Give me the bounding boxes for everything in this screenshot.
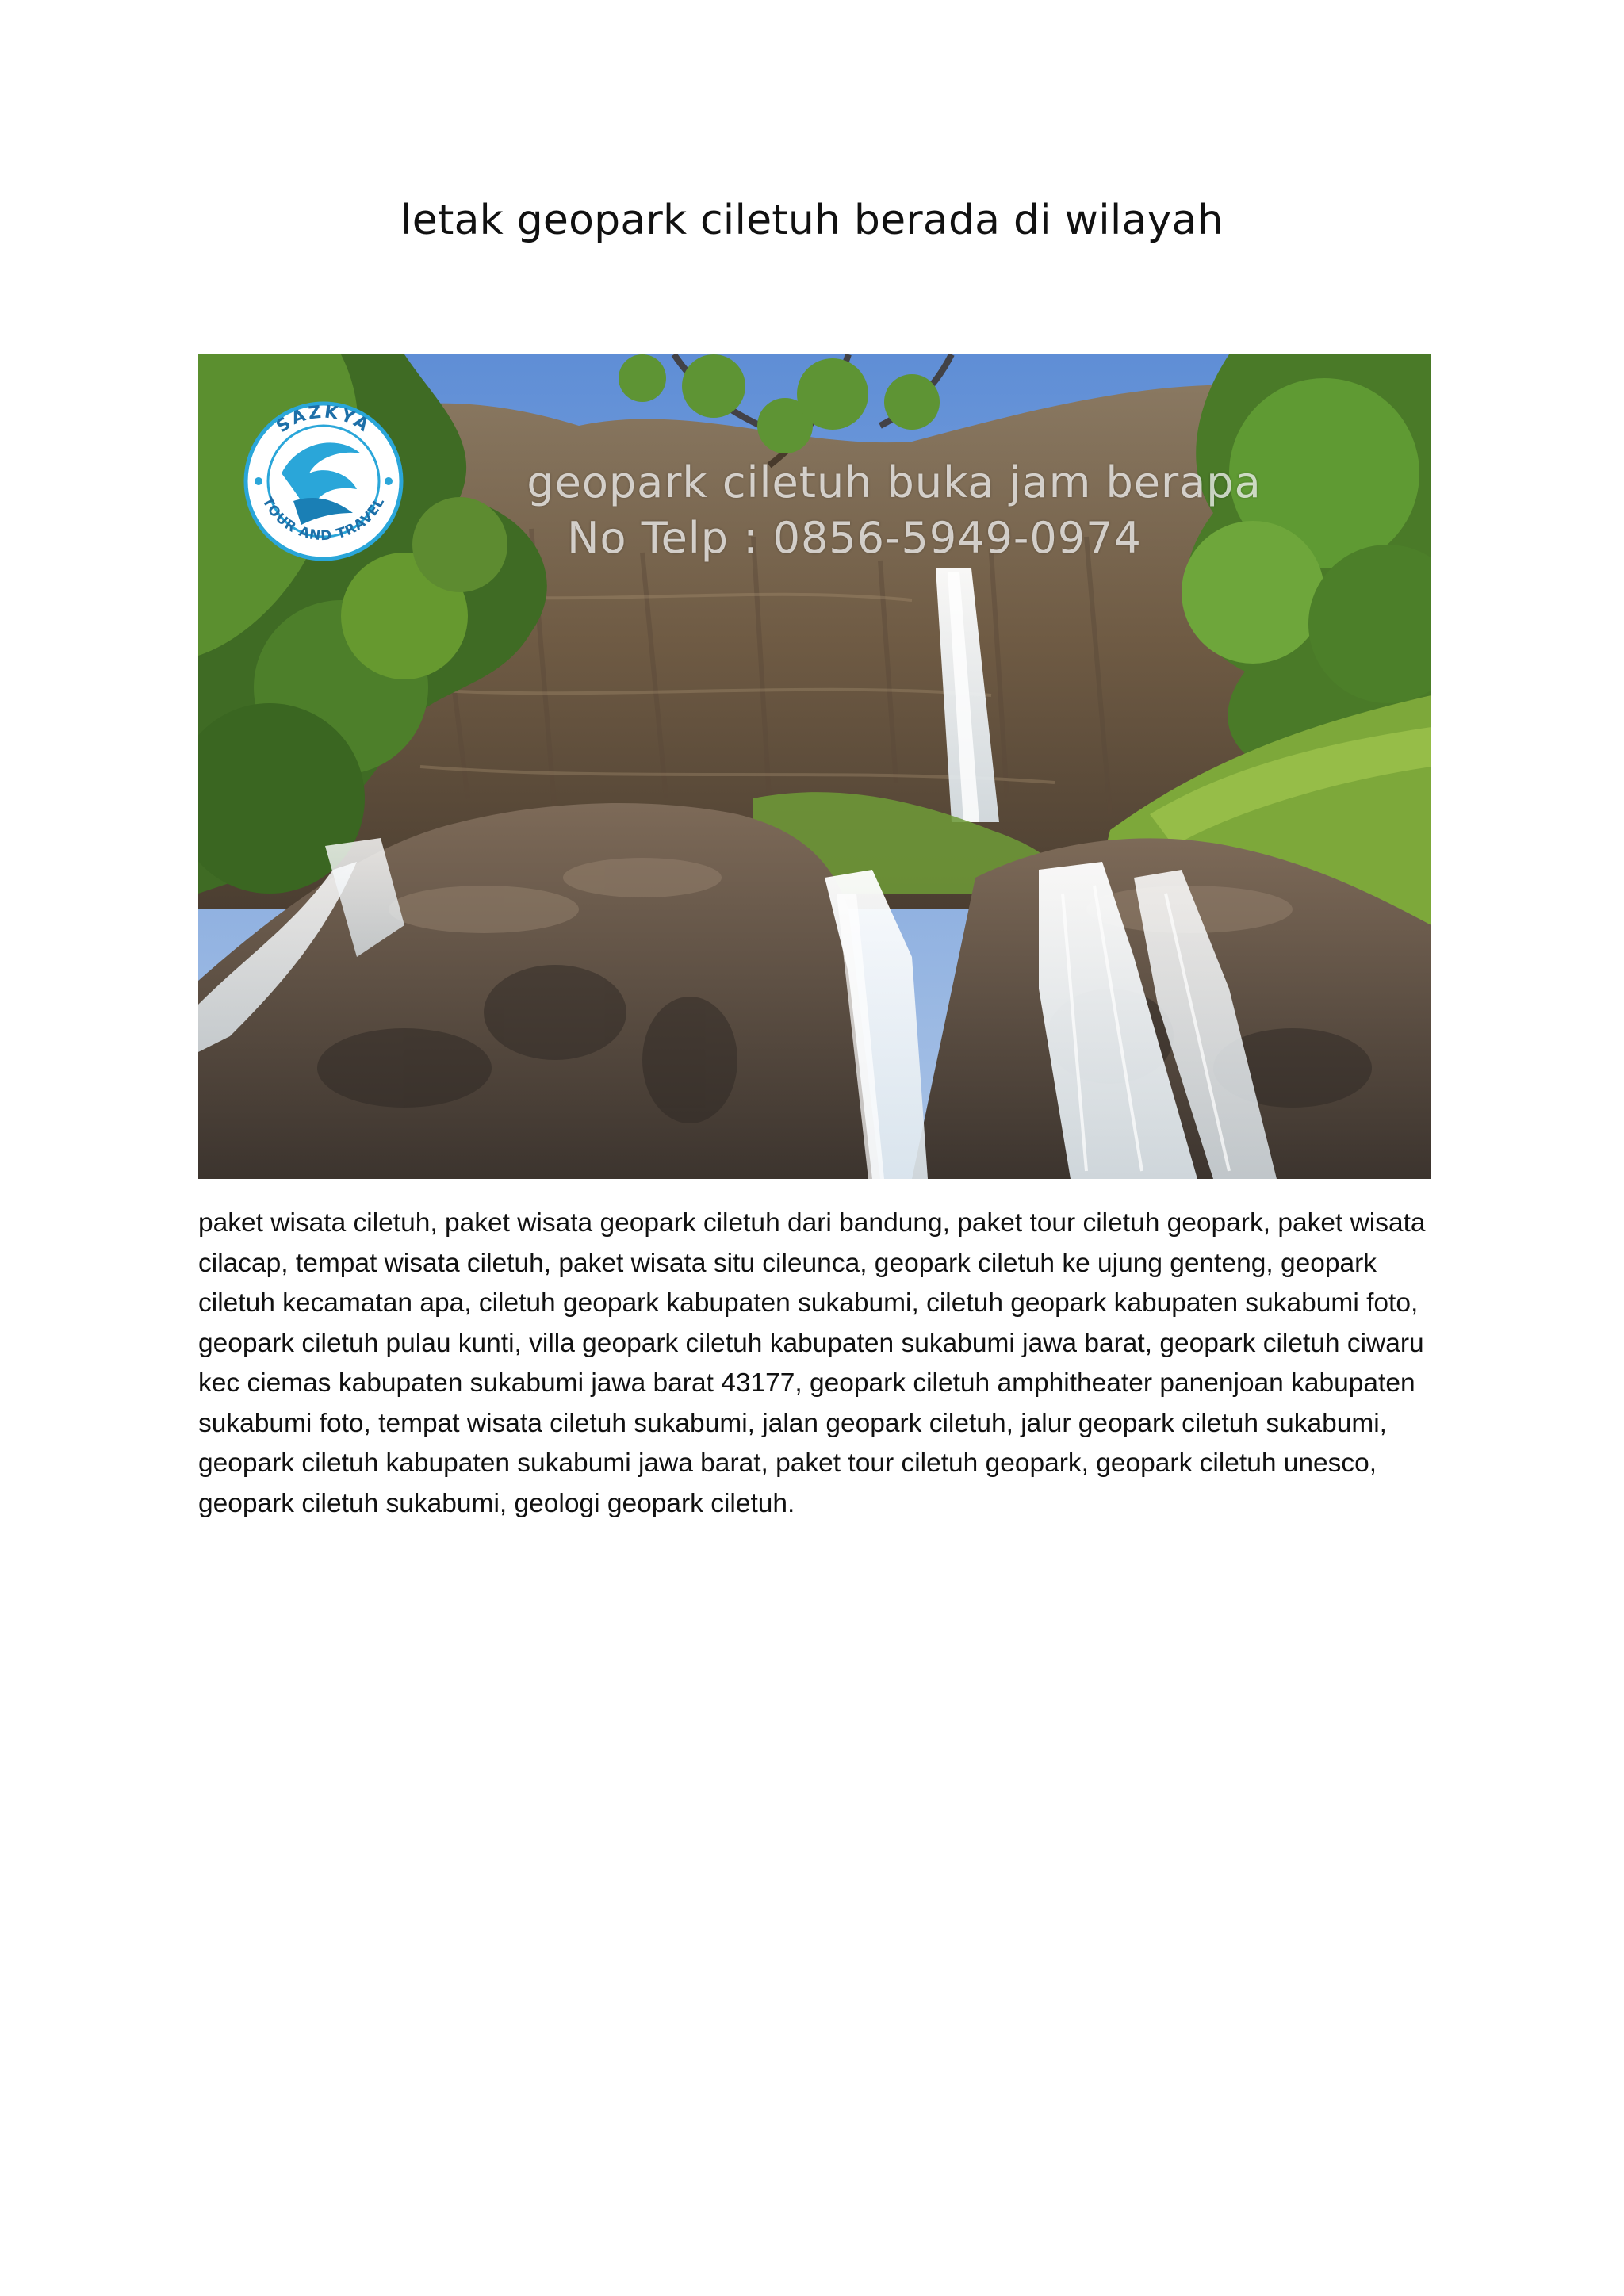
logo-text-bottom: TOUR AND TRAVEL [259,494,389,545]
logo-text-top: SAZKYA [273,402,374,438]
page-title: letak geopark ciletuh berada di wilayah [400,197,1224,244]
svg-text:SAZKYA [273,403,373,438]
waterfall-photo [198,354,1431,1179]
watermark-line-2: No Telp : 0856-5949-0974 [567,513,1142,563]
keyword-paragraph: paket wisata ciletuh, paket wisata geopark ciletuh dari bandung, paket tour ciletuh geopark, paket wisata cilacap, tempat wisata ciletuh, paket wisata situ cileunca, geopark ciletuh ke ujung genteng, geopark ciletuh kecamatan apa, ciletuh geopark kabupaten sukabumi, ciletuh geopark kabupaten sukabumi foto, geopark ciletuh pulau kunti, villa geopark ciletuh kabupaten sukabumi jawa barat, geopark ciletuh ciwaru kec ciemas kabupaten sukabumi jawa barat 43177, geopark ciletuh amphitheater panenjoan kabupaten sukabumi foto, tempat wisata ciletuh sukabumi, jalan geopark ciletuh, jalur geopark ciletuh sukabumi, geopark ciletuh kabupaten sukabumi jawa barat, paket tour ciletuh geopark, geopark ciletuh unesco, geopark ciletuh sukabumi, geologi geopark ciletuh. [198,1208,1426,1518]
watermark-line-1: geopark ciletuh buka jam berapa [527,457,1262,507]
